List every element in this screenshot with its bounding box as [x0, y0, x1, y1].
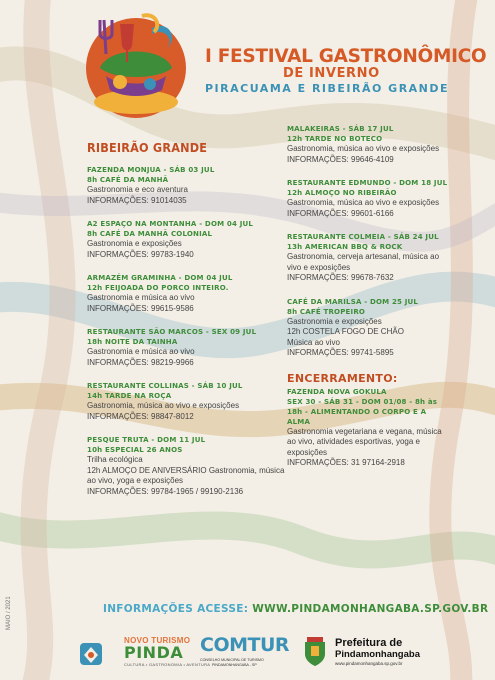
footer-url-link[interactable]: WWW.PINDAMONHANGABA.SP.GOV.BR — [252, 603, 489, 615]
closing-description: Gastronomia vegetariana e vegana, música ao vivo, atividades esportivas, yoga e exposições — [287, 426, 442, 457]
comtur-subtitle: CONSELHO MUNICIPAL DE TURISMO — [200, 658, 264, 662]
event-description: Gastronomia e exposições — [87, 239, 182, 248]
closing-info: INFORMAÇÕES: 31 97164-2918 — [287, 458, 405, 467]
festival-location: PIRACUAMA E RIBEIRÃO GRANDE — [205, 82, 450, 95]
event-info: INFORMAÇÕES: 99615-9586 — [87, 303, 194, 313]
event-title: 8h CAFÉ DA MANHÃ — [87, 175, 169, 184]
event-venue: MALAKEIRAS - SÁB 17 JUL — [287, 124, 394, 133]
event-entry — [87, 273, 287, 314]
event-description: Trilha ecológica 12h ALMOÇO DE ANIVERSÁRIO Gastronomia, música ao vivo, yoga e exposições — [87, 455, 285, 485]
event-description: Gastronomia e música ao vivo — [87, 293, 195, 302]
event-title: 18h NOITE DA TAINHA — [87, 337, 178, 346]
event-venue: CAFÉ DA MARILSA - DOM 25 JUL — [287, 296, 419, 306]
footer-info — [103, 603, 488, 615]
event-entry — [87, 381, 287, 422]
right-column — [287, 124, 447, 482]
event-description: Gastronomia e exposições 12h COSTELA FOGO DE CHÃO Música ao vivo — [287, 316, 404, 347]
footer-info-label: INFORMAÇÕES ACESSE: — [103, 603, 249, 615]
event-info: INFORMAÇÕES: 99646-4109 — [287, 154, 394, 164]
event-info: INFORMAÇÕES: 99783-1940 — [87, 249, 194, 259]
event-info: INFORMAÇÕES: 99784-1965 / 99190-2136 — [87, 486, 244, 496]
closing-entry — [287, 372, 447, 469]
prefeitura-label: Prefeitura de — [335, 637, 403, 649]
event-title: 8h CAFÉ DA MANHÃ COLONIAL — [87, 229, 213, 238]
event-venue: A2 ESPAÇO NA MONTANHA - DOM 04 JUL — [87, 219, 254, 228]
event-info: INFORMAÇÕES: 99601-6166 — [287, 208, 394, 218]
closing-heading: ENCERRAMENTO: — [287, 371, 398, 385]
comtur-logo — [198, 634, 290, 669]
event-venue: PESQUE TRUTA - DOM 11 JUL — [87, 435, 206, 444]
event-title: 8h CAFÉ TROPEIRO — [287, 306, 366, 316]
festival-title-block — [205, 47, 490, 96]
event-title: 12h TARDE NO BOTECO — [287, 134, 383, 143]
event-entry — [87, 165, 287, 206]
comtur-label: COMTUR — [200, 634, 290, 656]
prefeitura-url: www.pindamonhangaba.sp.gov.br — [335, 661, 403, 666]
closing-event: SEX 30 - SÁB 31 - DOM 01/08 - 8h às 18h - ALIMENTANDO O CORPO E A ALMA — [287, 396, 438, 426]
event-description: Gastronomia, música ao vivo e exposições — [87, 401, 240, 410]
crest-small-icon — [78, 641, 104, 667]
event-venue: RESTAURANTE EDMUNDO - DOM 18 JUL — [287, 178, 448, 187]
event-venue: ARMAZÉM GRAMINHA - DOM 04 JUL — [87, 273, 233, 282]
event-title: 10h ESPECIAL 26 ANOS — [87, 445, 183, 454]
event-description: Gastronomia e eco aventura — [87, 185, 188, 194]
event-entry — [287, 297, 447, 359]
event-entry — [287, 178, 447, 219]
event-info: INFORMAÇÕES: 99741-5895 — [287, 348, 394, 357]
event-entry — [87, 327, 287, 368]
left-column — [87, 140, 287, 510]
event-title: 14h TARDE NA ROÇA — [87, 391, 172, 400]
event-venue: RESTAURANTE COLLINAS - SÁB 10 JUL — [87, 381, 243, 390]
prefeitura-logo — [301, 636, 461, 670]
event-title: 12h FEIJOADA DO PORCO INTEIRO. — [87, 283, 229, 292]
event-info: INFORMAÇÕES: 98847-8012 — [87, 411, 194, 421]
closing-venue: FAZENDA NOVA GOKULA — [287, 386, 387, 396]
event-description: Gastronomia, cerveja artesanal, música ao vivo e exposições — [287, 252, 440, 272]
event-description: Gastronomia, música ao vivo e exposições — [287, 144, 440, 153]
event-info: INFORMAÇÕES: 99678-7632 — [287, 273, 394, 282]
festival-title: I FESTIVAL GASTRONÔMICO — [205, 46, 487, 67]
section-heading-ribeirao: RIBEIRÃO GRANDE — [87, 140, 208, 155]
novo-turismo-label: NOVO TURISMO — [124, 636, 191, 645]
event-title: 13h AMERICAN BBQ & ROCK — [287, 242, 403, 251]
event-venue: RESTAURANTE COLMEIA - SÁB 24 JUL — [287, 232, 439, 241]
event-entry — [87, 435, 287, 497]
sponsor-logos — [72, 635, 462, 669]
event-info: INFORMAÇÕES: 98219-9966 — [87, 357, 194, 367]
festival-plate-logo — [78, 6, 194, 122]
event-description: Gastronomia e música ao vivo — [87, 347, 195, 356]
pinda-tagline: CULTURA • GASTRONOMIA • AVENTURA — [124, 662, 211, 667]
comtur-subtitle-2: PINDAMONHANGABA - SP — [212, 663, 257, 667]
event-venue: FAZENDA MONJUA - SÁB 03 JUL — [87, 165, 215, 174]
event-entry — [87, 219, 287, 260]
event-entry — [287, 124, 447, 165]
event-description: Gastronomia, música ao vivo e exposições — [287, 198, 440, 207]
date-code: MAIO / 2021 — [6, 596, 12, 630]
event-entry — [287, 232, 447, 284]
municipal-crest-icon — [301, 636, 329, 668]
prefeitura-city: Pindamonhangaba — [335, 649, 420, 660]
event-title: 12h ALMOÇO NO RIBEIRÃO — [287, 188, 397, 197]
event-venue: RESTAURANTE SÃO MARCOS - SEX 09 JUL — [87, 327, 257, 336]
event-info: INFORMAÇÕES: 91014035 — [87, 195, 187, 205]
festival-subtitle: DE INVERNO — [283, 66, 380, 81]
pinda-label: PINDA — [124, 643, 184, 662]
